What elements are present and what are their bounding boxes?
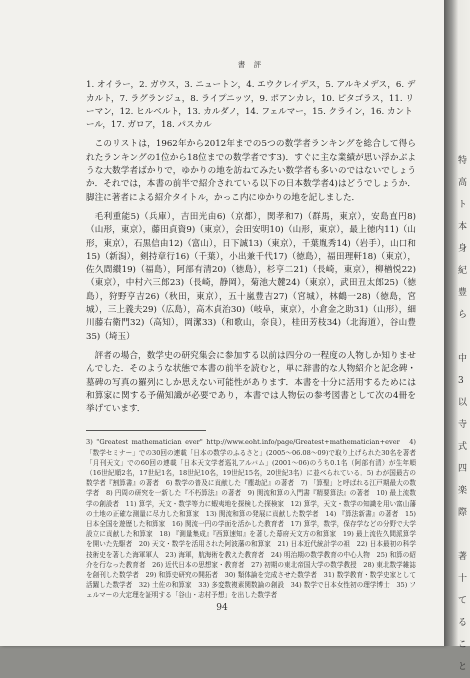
next-page-edge-text: 特 高 ト 本 身 紀 豊 ら 中 3 以 寺 式 四 楽 際 著 十 て る こ と bbox=[458, 156, 468, 672]
page-number: 94 bbox=[216, 603, 228, 613]
paragraph-reviewer-comment: 評者の場合，数学史の研究集会に参加する以前は四分の一程度の人物しか知りませんでした．そのような状態で本書の前半を読むと，単に辞書的な人物紹介と記念碑・墓碑の写真の羅列にしか思えない可能性があります．本書を十分に活用するためには和算家に関する予備知識が必要であり，本書では人物伝の参考図書として次の4冊を挙げています． bbox=[86, 350, 416, 415]
paragraph-japanese-mathematicians: 毛利重能5)（兵庫），吉田光由6)（京都），関孝和7)（群馬，東京），安島直円8)（山形，東京），藤田貞資9)（東京），会田安明10)（山形，東京），最上徳内11)（山形，東京），石黒信由12)（富山），日下誠13)（東京），千葉胤秀14)（岩手），山口和15)（新潟），剣持章行16)（千葉），小出兼千代17)（徳島），福田理軒18)（東京），佐久間纉19)（福島），阿部有清20)（徳島），杉亨二21)（長崎，東京），柳楢悦22)（東京），中村六三郎23)（長崎，静岡），菊池大麓24)（東京），武田丑太郎25)（徳島），狩野亨吉26)（秋田，東京），五十嵐豊吉27)（宮城），林鶴一28)（徳島，宮城），三上義夫29)（広島），高木貞治30)（岐阜，東京），小倉金之助31)（山形），細川藤右衛門32)（高知），岡潔33)（和歌山，奈良），桂田芳枝34)（北海道），谷山豊35)（埼玉） bbox=[86, 211, 416, 342]
mathematician-ranking-list: 1. オイラー，2. ガウス，3. ニュートン，4. エウクレイデス，5. アルキメデス，6. デカルト，7. ラグランジュ，8. ライプニッツ，9. ポアンカレ，10. ピタゴラス，11. リーマン，12. ヒルベルト，13. カルダノ，14. フェルマー，15. クライン，16. カントール，17. ガロア，18. パスカル bbox=[86, 80, 416, 131]
paragraph-ranking-intro: このリストは，1962年から2012年までの5つの数学者ランキングを総合して得られたランキングの1位から18位までの数学者です3)．すぐに主な業績が思い浮かぶような大数学者ばかりで，ゆかりの地を訪ねてみたい数学者も多いのではないでしょうか．それでは，本書の前半で紹介されている以下の日本数学者4)はどうでしょうか．脚注に著者による紹介タイトル，かっこ内にゆかりの地を記しました． bbox=[86, 139, 416, 203]
footnotes: 3) "Greatest mathematician ever" http://www.eoht.info/page/Greatest+mathematician+ever 4) 「数学セミナー」での30回の連載「日本の数学のふるさと」(2005〜06.08〜09)で取り上げられた30名を著者「月刊天文」での60回の連載「日本天文学者巡礼アルバム」(2001〜06)のうち0.1名（阿部有清）が生年順（16世紀順2名，17世紀1名，18世紀10名，19世紀15名，20世紀3名）に並べられている．5) わが国最古の数学者『割算書』の著者 6) 数学の普及に貢献した『塵劫記』の著者 7) 「算聖」と呼ばれる江戸期最大の数学者 8) 円周の研究を一新した『不朽算法』の著者 9) 関流和算の入門書『精要算法』の著者 10) 最上流数学の創設者 11) 算学，天文・数学等力に蝦夷地を探検した探検家 12) 算学，天文・数学の知識を用い富山藩の土地の正確な測量に尽力した和算家 13) 関流和算の発展に貢献した数学者 14) 『算法新書』の著者 15) 日本全国を遊歴した和算家 16) 関流一円の学面を活かした教育者 17) 算学，数学，保存学などの分野で大学設立に貢献した和算家 18) 『測量集成』『西算速知』を著した幕府天文方の和算家 19) 最上流佐久間派算学を開いた先駆者 20) 天文・数学を活用された阿波藩の和算家 21) 日本近代統計学の祖 22) 日本最初の科学技術史を著した海軍軍人 23) 海軍，航海術を教えた教育者 24) 明治期の数学教育の中心人物 25) 和算の紹介を行なった教育者 26) 近代日本の思想家・教育者 27) 初期の東北帝国大学の数学教授 28) 東北数学雑誌を創刊した数学者 29) 和算史研究の開拓者 30) 類体論を完成させた数学者 31) 数学教育・数学史家として活躍した数学者 32) 土佐の和算家 33) 多変数複素関数論の創設 34) 数学で日本女性初の理学博士 35) フェルマーの大定理を証明する「谷山・志村予想」を出した数学者 bbox=[86, 438, 416, 600]
running-head: 書 評 bbox=[237, 60, 265, 69]
footnote-divider bbox=[86, 430, 206, 431]
page-content bbox=[86, 58, 416, 601]
